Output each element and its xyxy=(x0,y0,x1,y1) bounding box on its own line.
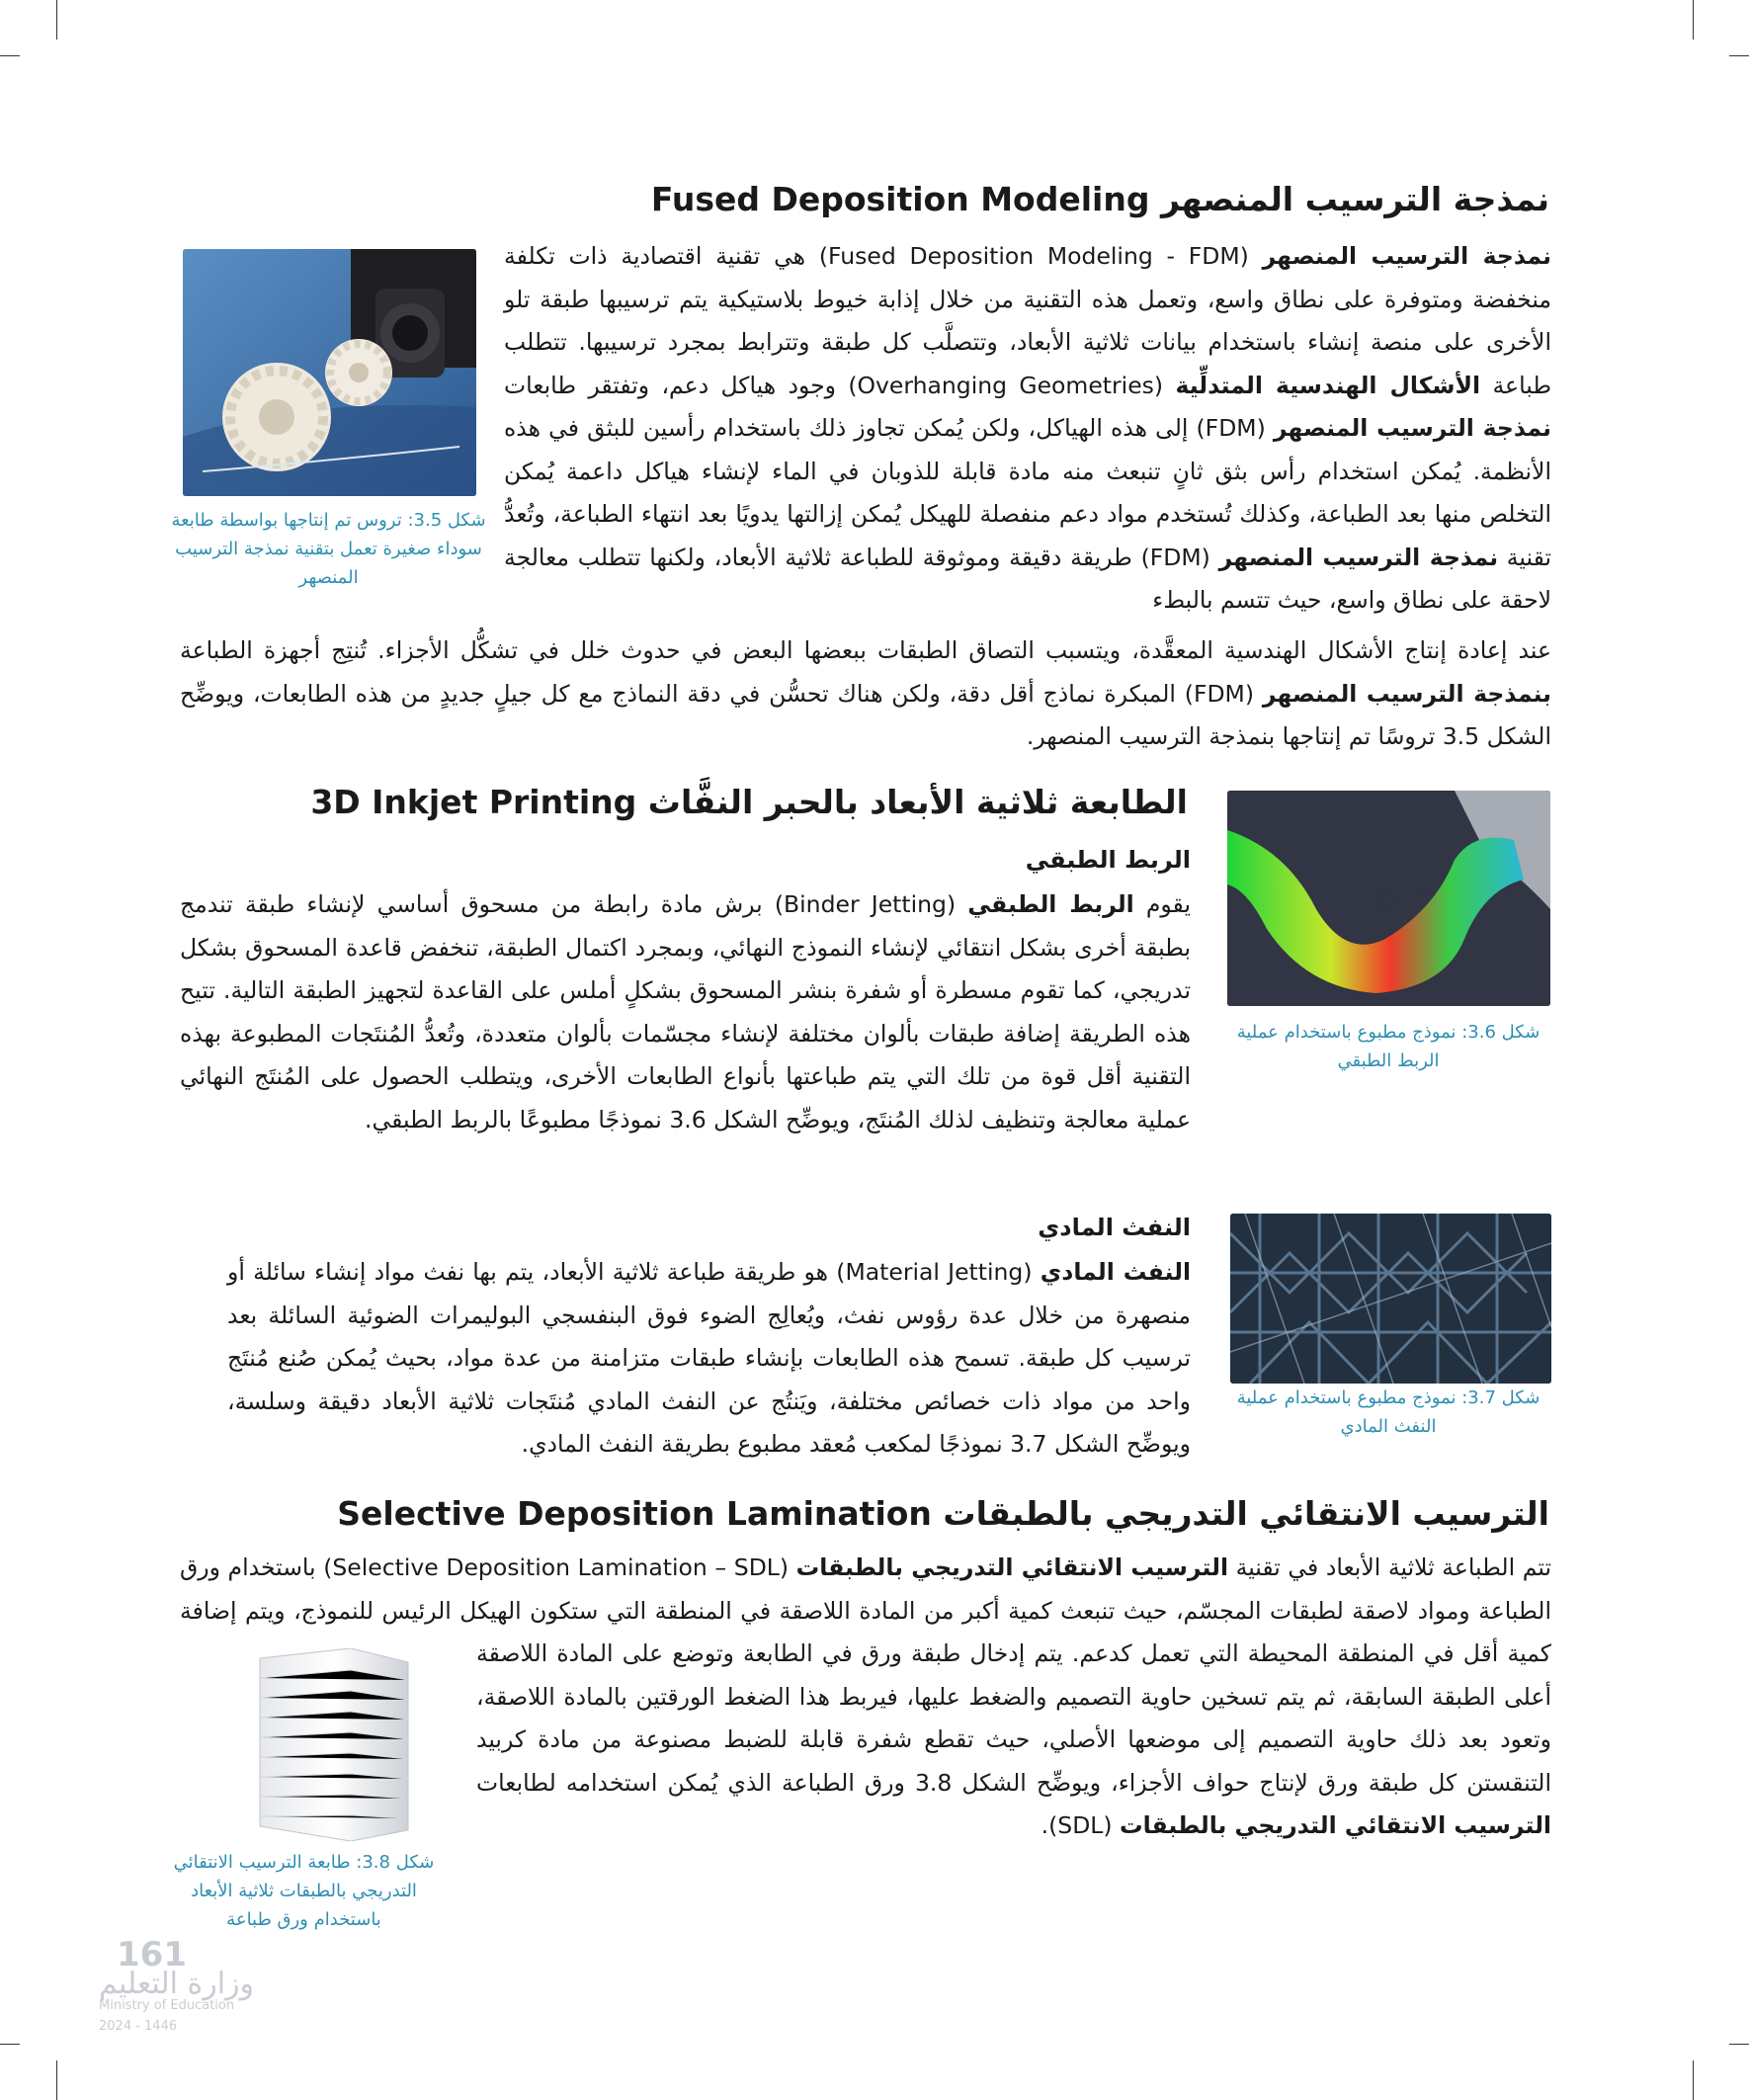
crop-mark xyxy=(0,55,20,56)
material-jetting-paragraph: النفث المادي (Material Jetting) هو طريقة طباعة ثلاثية الأبعاد، يتم بها نفث مواد إنشاء سائلة أو منصهرة من خلال عدة رؤوس نفث، ويُعالِج الضوء فوق البنفسجي البوليمرات الضوئية السائلة بعد ترسيب كل طبقة. تسمح هذه الطابعات بإنشاء طبقات متزامنة من عدة مواد، بحيث يُمكن صُنع مُنتَج واحد من مواد ذات خصائص مختلفة، ويَنتُج عن النفث المادي مُنتَجات ثلاثية الأبعاد دقيقة وسلسة، ويوضِّح الشكل 3.7 نموذجًا لمكعب مُعقد مطبوع بطريقة النفث المادي. xyxy=(227,1258,1191,1458)
term-fdm: نمذجة الترسيب المنصهر xyxy=(1262,242,1552,270)
fdm-paragraph-1: نمذجة الترسيب المنصهر (Fused Deposition Modeling - FDM) هي تقنية اقتصادية ذات تكلفة منخفضة ومتوفرة على نطاق واسع، وتعمل هذه التقنية من خلال إذابة خيوط بلاستيكية يتم ترسيبها طبقة تلو الأخرى على منصة إنشاء باستخدام بيانات ثلاثية الأبعاد، وتتصلَّب كل طبقة وتترابط بمجرد ترسيبها. تتطلب طباعة الأشكال الهندسية المتدلِّية (Overhanging Geometries) وجود هياكل دعم، وتفتقر طابعات نمذجة الترسيب المنصهر (FDM) إلى هذه الهياكل، ولكن يُمكن تجاوز ذلك باستخدام رأسين للبثق في هذه الأنظمة. يُمكن استخدام رأس بثق ثانٍ تنبعث منه مادة قابلة للذوبان في الماء لإنشاء هياكل داعمة يُمكن التخلص منها بعد الطباعة، وكذلك تُستخدم مواد دعم منفصلة للهيكل يُمكن إزالتها يدويًا بعد انتهاء الطباعة، وتُعدُّ تقنية نمذجة الترسيب المنصهر (FDM) طريقة دقيقة وموثوقة للطباعة ثلاثية الأبعاد، ولكنها تتطلب معالجة لاحقة على نطاق واسع، حيث تتسم بالبطء xyxy=(504,242,1552,614)
term-fdm: نمذجة الترسيب المنصهر xyxy=(1273,414,1552,442)
fdm-paragraph-2: عند إعادة إنتاج الأشكال الهندسية المعقَّدة، ويتسبب التصاق الطبقات ببعضها البعض في حدوث خلل في تشكُّل الأجزاء. تُنتِج أجهزة الطباعة بنمذجة الترسيب المنصهر (FDM) المبكرة نماذج أقل دقة، ولكن هناك تحسُّن في دقة النماذج مع كل جيلٍ جديدٍ من هذه الطابعات، ويوضِّح الشكل 3.5 تروسًا تم إنتاجها بنمذجة الترسيب المنصهر. xyxy=(180,636,1552,750)
term-fdm: نمذجة الترسيب المنصهر xyxy=(1218,543,1499,571)
inkjet-section-title: الطابعة ثلاثية الأبعاد بالحبر النفَّاث 3D Inkjet Printing xyxy=(310,783,1188,821)
page-number: 161 xyxy=(117,1935,187,1974)
ministry-name-ar: وزارة التعليم xyxy=(99,1967,255,2001)
figure-3-7-caption: شكل 3.7: نموذج مطبوع باستخدام عملية النفث المادي xyxy=(1236,1387,1541,1437)
figure-3-8-caption: شكل 3.8: طابعة الترسيب الانتقائي التدريجي بالطبقات ثلاثية الأبعاد باستخدام ورق طباعة xyxy=(173,1852,435,1930)
sdl-section-title: الترسيب الانتقائي التدريجي بالطبقات Selective Deposition Lamination xyxy=(337,1494,1549,1533)
crop-mark xyxy=(1693,0,1694,40)
edition-year: 2024 - 1446 xyxy=(99,2019,178,2034)
term-fdm: بنمذجة الترسيب المنصهر xyxy=(1262,679,1552,708)
crop-mark xyxy=(1729,2044,1749,2045)
crop-mark xyxy=(1729,55,1749,56)
material-jetting-photo xyxy=(1230,1214,1551,1384)
material-jetting-heading: النفث المادي xyxy=(1038,1214,1191,1241)
term-sdl: الترسيب الانتقائي التدريجي بالطبقات xyxy=(1120,1811,1551,1839)
term-material-jetting: النفث المادي xyxy=(1040,1258,1191,1286)
crop-mark xyxy=(56,0,57,40)
sdl-image-spacer xyxy=(180,1633,476,1890)
term-sdl: الترسيب الانتقائي التدريجي بالطبقات xyxy=(795,1554,1229,1581)
binder-jetting-paragraph: يقوم الربط الطبقي (Binder Jetting) برش مادة رابطة من مسحوق أساسي لإنشاء طبقة تندمج بطبقة أخرى بشكل انتقائي لإنشاء النموذج النهائي، وبمجرد اكتمال الطبقة، تنخفض قاعدة المسحوق بشكل تدريجي، كما تقوم مسطرة أو شفرة بنشر المسحوق بشكلٍ أملس على القاعدة لتجهيز الطبقة التالية. تتيح هذه الطريقة إضافة طبقات بألوان مختلفة لإنشاء مجسّمات بألوان متعددة، وتُعدُّ المُنتَجات المطبوعة بهذه التقنية أقل قوة من تلك التي يتم طباعتها بأنواع الطابعات الأخرى، ويتطلب الحصول على المُنتَج النهائي عملية معالجة وتنظيف لذلك المُنتَج، ويوضِّح الشكل 3.6 نموذجًا مطبوعًا بالربط الطبقي. xyxy=(180,890,1191,1134)
gears-photo xyxy=(183,249,476,496)
binder-jetting-photo xyxy=(1227,791,1550,1006)
crop-mark xyxy=(0,2044,20,2045)
sdl-paragraph: تتم الطباعة ثلاثية الأبعاد في تقنية الترسيب الانتقائي التدريجي بالطبقات (Selective Deposition Lamination – SDL) باستخدام ورق الطباعة ومواد لاصقة لطبقات المجسّم، حيث تنبعث كمية أكبر من المادة اللاصقة في المنطقة التي ستكون الهيكل الرئيس للنموذج، ويتم إضافة كمية أقل في المنطقة المحيطة التي تعمل كدعم. يتم إدخال طبقة ورق في الطابعة وتوضع على المادة اللاصقة أعلى الطبقة السابقة، ثم يتم تسخين حاوية التصميم والضغط عليها، فيربط هذا الضغط الورقتين بالمادة اللاصقة، وتعود بعد ذلك حاوية التصميم إلى موضعها الأصلي، حيث تقطع شفرة قابلة للضبط مصنوعة من مادة كربيد التنقستن كل طبقة ورق لإنتاج حواف الأجزاء، ويوضِّح الشكل 3.8 ورق الطباعة الذي يُمكن استخدامه لطابعات الترسيب الانتقائي التدريجي بالطبقات (SDL). xyxy=(180,1547,1551,1890)
term-overhanging: الأشكال الهندسية المتدلِّية xyxy=(1175,371,1481,399)
term-binder-jetting: الربط الطبقي xyxy=(967,890,1134,918)
multicolor-part-illustration xyxy=(1227,791,1550,1006)
figure-3-5-caption: شكل 3.5: تروس تم إنتاجها بواسطة طابعة سوداء صغيرة تعمل بتقنية نمذجة الترسيب المنصهر xyxy=(171,510,486,588)
gears-illustration xyxy=(183,249,476,496)
crop-mark xyxy=(1693,2060,1694,2100)
ministry-name-en: Ministry of Education xyxy=(99,1998,235,2013)
fdm-section-title: نمذجة الترسيب المنصهر Fused Deposition Modeling xyxy=(650,180,1549,218)
crop-mark xyxy=(56,2060,57,2100)
binder-jetting-heading: الربط الطبقي xyxy=(1025,846,1191,874)
figure-3-6-caption: شكل 3.6: نموذج مطبوع باستخدام عملية الربط الطبقي xyxy=(1236,1022,1541,1071)
lattice-cube-illustration xyxy=(1230,1214,1551,1384)
